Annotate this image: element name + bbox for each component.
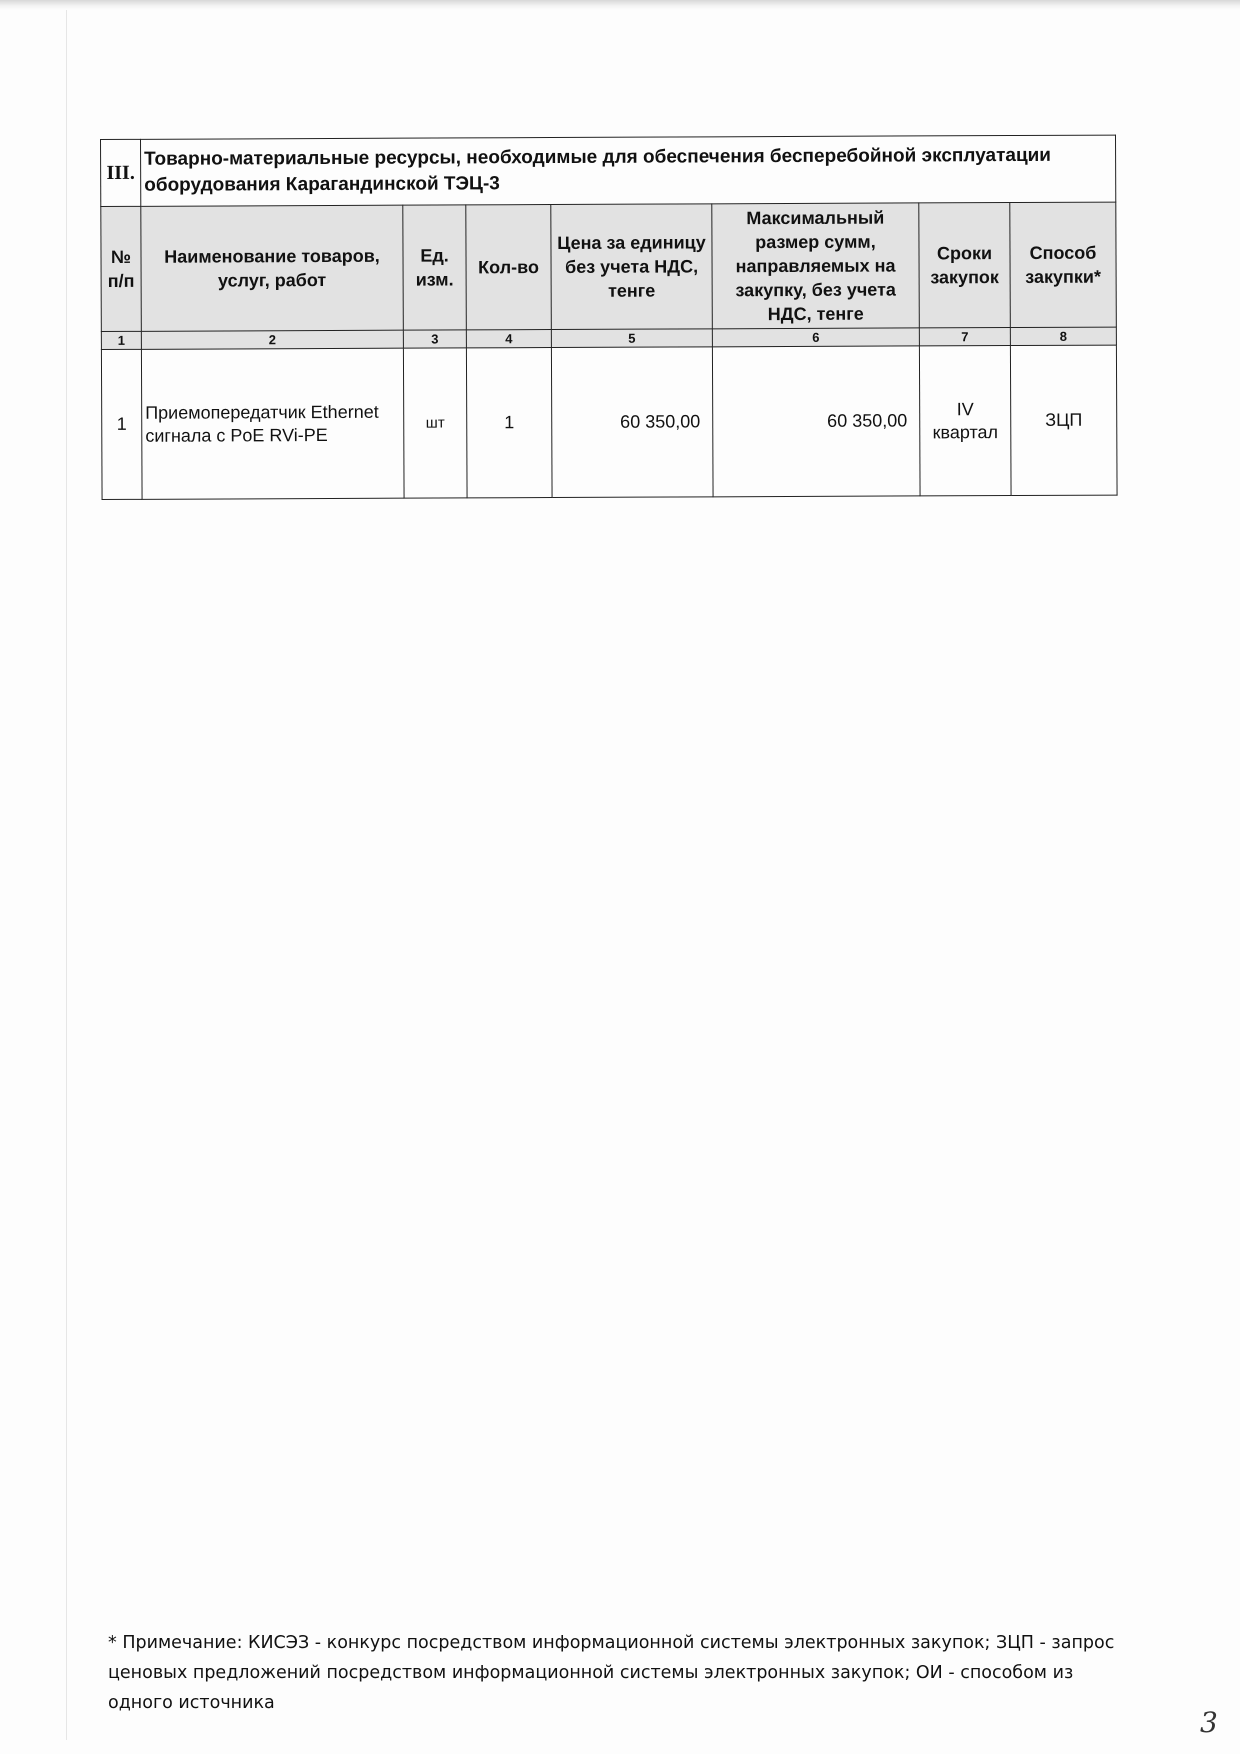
column-header-row (101, 202, 1117, 331)
column-index: 4 (466, 330, 551, 348)
column-index: 3 (403, 330, 466, 348)
item-period: IV квартал (919, 346, 1011, 496)
scan-top-edge (0, 0, 1240, 10)
item-unit: шт (403, 348, 467, 498)
item-quantity: 1 (466, 348, 552, 498)
header-method: Способ закупки* (1010, 202, 1117, 327)
column-index: 8 (1010, 327, 1116, 345)
header-max-amount: Максимальный размер сумм, направляемых на закупку, без учета НДС, тенге (712, 203, 920, 329)
footnote: * Примечание: КИСЭЗ - конкурс посредством информационной системы электронных закупок; ЗЦП - запрос ценовых предложений посредством информационной системы электронных закупок; ОИ - способом из одного источника (108, 1633, 1115, 1713)
header-name: Наименование товаров, услуг, работ (141, 205, 404, 331)
column-index: 7 (919, 328, 1010, 346)
column-index: 1 (101, 331, 141, 349)
section-header-row (101, 135, 1116, 206)
table-row (101, 345, 1117, 499)
header-unit: Ед. изм. (403, 205, 467, 330)
column-index: 2 (141, 330, 403, 349)
row-number: 1 (101, 349, 142, 499)
item-method: ЗЦП (1010, 345, 1117, 495)
header-quantity: Кол-во (466, 205, 552, 330)
column-index: 5 (551, 329, 712, 348)
procurement-table (100, 135, 1118, 500)
header-period: Сроки закупок (919, 203, 1011, 328)
item-unit-price: 60 350,00 (551, 347, 713, 498)
header-unit-price: Цена за единицу без учета НДС, тенге (551, 204, 713, 330)
scan-fold-line (66, 10, 67, 1740)
column-index: 6 (712, 328, 919, 347)
header-number: № п/п (101, 206, 142, 331)
item-name: Приемопередатчик Ethernet сигнала с PoE RVi-PE (141, 348, 404, 499)
section-number: III. (101, 139, 141, 206)
page-number: 3 (1200, 1706, 1218, 1739)
section-title: Товарно-материальные ресурсы, необходимые для обеспечения бесперебойной эксплуатации оборудования Карагандинской ТЭЦ-3 (141, 135, 1116, 206)
item-max-amount: 60 350,00 (712, 346, 920, 497)
